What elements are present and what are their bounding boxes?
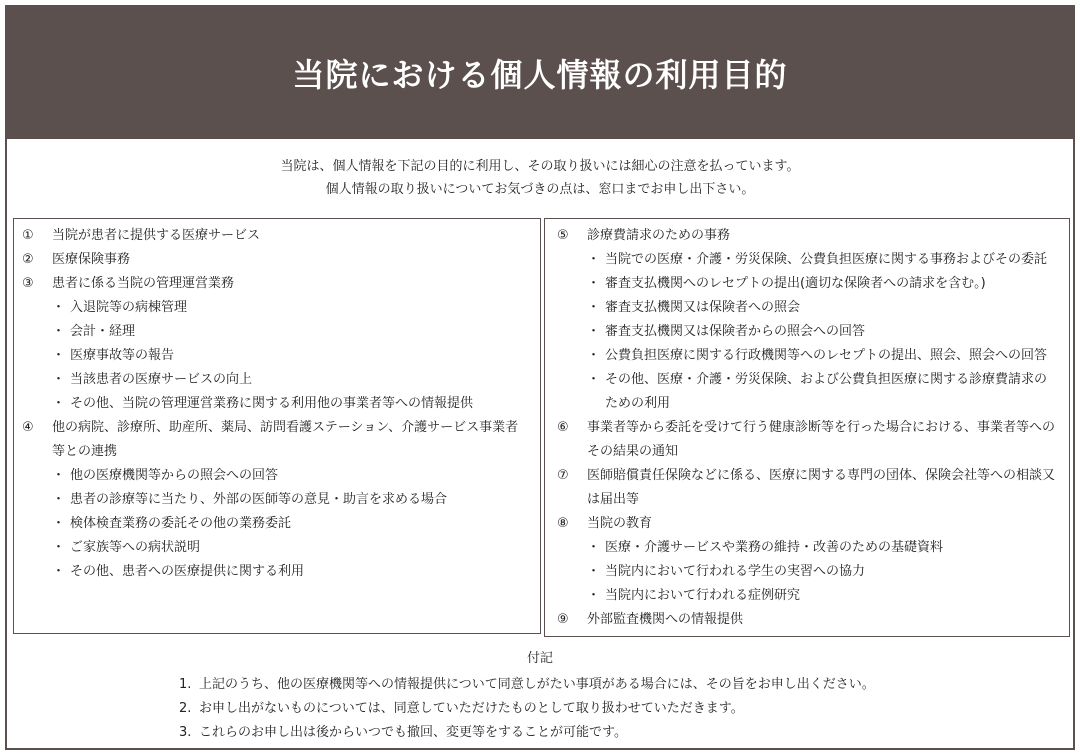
purpose-subitem	[14, 344, 540, 368]
purpose-list-right	[544, 218, 1070, 637]
item-text: 事業者等から委託を受けて行う健康診断等を行った場合における、事業者等へのその結果の通知	[587, 420, 1056, 459]
item-text: 当院が患者に提供する医療サービス	[52, 228, 261, 243]
item-number: ②	[22, 252, 34, 267]
item-number: ⑨	[557, 612, 569, 627]
item-text: 当院内において行われる症例研究	[605, 588, 801, 603]
item-number: ⑦	[557, 468, 569, 483]
item-text: 検体検査業務の委託その他の業務委託	[70, 516, 292, 531]
item-text: その他、当院の管理運営業務に関する利用他の事業者等への情報提供	[70, 396, 474, 411]
item-text: 医師賠償責任保険などに係る、医療に関する専門の団体、保険会社等への相談又は届出等	[587, 468, 1056, 507]
bullet-dot: ・	[587, 564, 601, 579]
item-text: 他の病院、診療所、助産所、薬局、訪問看護ステーション、介護サービス事業者等との連携	[52, 420, 519, 459]
item-text: 患者の診療等に当たり、外部の医師等の意見・助言を求める場合	[70, 492, 448, 507]
item-text: 当院の教育	[587, 516, 653, 531]
bullet-dot: ・	[52, 492, 66, 507]
bullet-dot: ・	[52, 300, 66, 315]
item-text: 患者に係る当院の管理運営業務	[52, 276, 235, 291]
purpose-item	[14, 248, 540, 272]
purpose-subitem	[545, 296, 1069, 320]
purpose-subitem	[14, 296, 540, 320]
item-text: 公費負担医療に関する行政機関等へのレセプトの提出、照会、照会への回答	[605, 348, 1048, 363]
header-banner	[7, 7, 1073, 139]
purpose-subitem	[14, 320, 540, 344]
item-text: 外部監査機関への情報提供	[587, 612, 744, 627]
item-text: その他、医療・介護・労災保険、および公費負担医療に関する診療費請求のための利用	[605, 372, 1048, 411]
purpose-item	[545, 464, 1069, 512]
item-text: 診療費請求のための事務	[587, 228, 731, 243]
appendix-note	[7, 673, 1073, 697]
purpose-subitem	[14, 392, 540, 416]
bullet-dot: ・	[587, 300, 601, 315]
item-text: 当院での医療・介護・労災保険、公費負担医療に関する事務およびその委託	[605, 252, 1048, 267]
bullet-dot: ・	[52, 348, 66, 363]
purpose-subitem	[545, 320, 1069, 344]
purpose-subitem	[14, 464, 540, 488]
item-text: 医療・介護サービスや業務の維持・改善のための基礎資料	[605, 540, 944, 555]
bullet-dot: ・	[52, 372, 66, 387]
note-number: 1.	[179, 677, 192, 692]
item-text: 医療保険事務	[52, 252, 131, 267]
note-text: 上記のうち、他の医療機関等への情報提供について同意しがたい事項がある場合には、その旨をお申し出ください。	[199, 677, 875, 692]
item-text: 医療事故等の報告	[70, 348, 175, 363]
purpose-item	[545, 512, 1069, 536]
item-text: 他の医療機関等からの照会への回答	[70, 468, 279, 483]
item-number: ⑧	[557, 516, 569, 531]
purpose-subitem	[545, 248, 1069, 272]
purpose-items-left	[14, 219, 540, 584]
purpose-list-left	[13, 218, 541, 634]
bullet-dot: ・	[587, 276, 601, 291]
item-text: ご家族等への病状説明	[70, 540, 201, 555]
item-number: ①	[22, 228, 34, 243]
item-text: 入退院等の病棟管理	[70, 300, 188, 315]
purpose-subitem	[14, 488, 540, 512]
purpose-subitem	[14, 560, 540, 584]
note-text: お申し出がないものについては、同意していただけたものとして取り扱わせていただきます。	[199, 701, 744, 716]
item-text: 審査支払機関又は保険者への照会	[605, 300, 801, 315]
purpose-subitem	[545, 536, 1069, 560]
item-number: ⑥	[557, 420, 569, 435]
purpose-items-right	[545, 219, 1069, 632]
bullet-dot: ・	[587, 252, 601, 267]
page-title: 当院における個人情報の利用目的	[292, 56, 788, 94]
item-text: 当該患者の医療サービスの向上	[70, 372, 253, 387]
note-text: これらのお申し出は後からいつでも撤回、変更等をすることが可能です。	[199, 725, 627, 740]
purpose-item	[14, 272, 540, 296]
purpose-subitem	[14, 512, 540, 536]
appendix-note	[7, 697, 1073, 721]
bullet-dot: ・	[587, 324, 601, 339]
purpose-subitem	[545, 584, 1069, 608]
bullet-dot: ・	[52, 540, 66, 555]
item-number: ④	[22, 420, 34, 435]
item-text: 会計・経理	[70, 324, 136, 339]
item-text: その他、患者への医療提供に関する利用	[70, 564, 305, 579]
bullet-dot: ・	[52, 564, 66, 579]
item-text: 審査支払機関又は保険者からの照会への回答	[605, 324, 866, 339]
intro-line-2: 個人情報の取り扱いについてお気づきの点は、窓口までお申し出下さい。	[325, 182, 755, 197]
bullet-dot: ・	[587, 540, 601, 555]
purpose-subitem	[14, 536, 540, 560]
purpose-subitem	[545, 368, 1069, 416]
purpose-subitem	[545, 560, 1069, 584]
bullet-dot: ・	[587, 348, 601, 363]
item-number: ⑤	[557, 228, 569, 243]
item-number: ③	[22, 276, 34, 291]
appendix-notes	[7, 647, 1073, 745]
intro-text	[7, 155, 1073, 201]
purpose-subitem	[545, 344, 1069, 368]
purpose-item	[14, 416, 540, 464]
item-text: 審査支払機関へのレセプトの提出(適切な保険者への請求を含む。)	[605, 276, 986, 291]
bullet-dot: ・	[52, 516, 66, 531]
purpose-item	[545, 608, 1069, 632]
item-text: 当院内において行われる学生の実習への協力	[605, 564, 866, 579]
purpose-subitem	[545, 272, 1069, 296]
bullet-dot: ・	[587, 372, 601, 387]
bullet-dot: ・	[52, 324, 66, 339]
purpose-item	[14, 224, 540, 248]
purpose-subitem	[14, 368, 540, 392]
purpose-item	[545, 416, 1069, 464]
appendix-note	[7, 721, 1073, 745]
bullet-dot: ・	[52, 468, 66, 483]
purpose-item	[545, 224, 1069, 248]
bullet-dot: ・	[52, 396, 66, 411]
notice-frame	[5, 5, 1075, 750]
intro-line-1: 当院は、個人情報を下記の目的に利用し、その取り扱いには細心の注意を払っています。	[280, 159, 800, 174]
note-number: 2.	[179, 701, 192, 716]
bullet-dot: ・	[587, 588, 601, 603]
appendix-title: 付記	[526, 651, 553, 666]
note-number: 3.	[179, 725, 192, 740]
